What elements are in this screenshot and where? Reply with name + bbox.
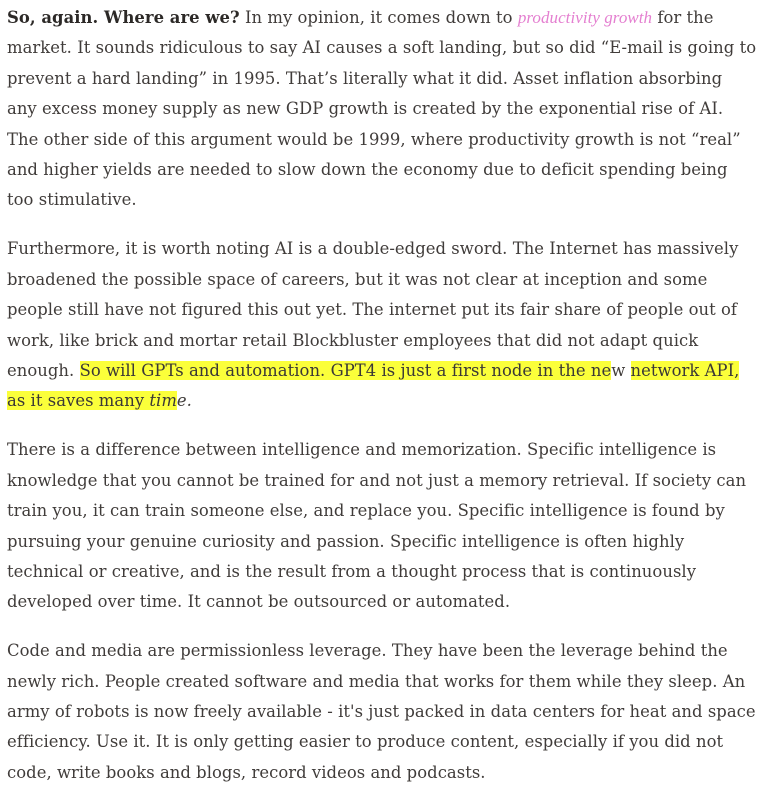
paragraph-intelligence: There is a difference between intelligence and memorization. Specific intelligence is knowledge that you cannot be trained for and not just a memory retrieval. If society can train you, it can train someone else, and replace you. Specific intelligence is found by pursuing your genuine curiosity and passion. Specific intelligence is often highly technical or creative, and is the result from a thought process that is continuously developed over time. It cannot be outsourced or automated.: [7, 440, 747, 612]
paragraph-text: In my opinion, it comes down to: [239, 8, 518, 27]
paragraph-double-edged: [7, 234, 757, 416]
highlighted-text: So will GPTs and automation. GPT4 is just a first node in the ne: [79, 360, 612, 380]
paragraph-text: w: [611, 360, 631, 380]
productivity-growth-link[interactable]: productivity growth: [517, 8, 653, 27]
highlighted-text: network API, as it saves many: [7, 360, 740, 411]
paragraph-lead: So, again. Where are we?: [7, 8, 240, 27]
highlighted-italic-text: tim: [149, 391, 177, 411]
paragraph-text: Furthermore, it is worth noting AI is a double-edged sword. The Internet has massively broadened the possible space of careers, but it was not clear at inception and some people still have not figured this out yet. The internet put its fair share of people out of work, like brick and mortar retail Blockbluster employees that did not adapt quick enough.: [7, 239, 739, 380]
italic-text: e.: [176, 391, 192, 411]
paragraph-leverage: Code and media are permissionless leverage. They have been the leverage behind the newly rich. People created software and media that works for them while they sleep. An army of robots is now freely available - it's just packed in data centers for heat and space efficiency. Use it. It is only getting easier to produce content, especially if you did not code, write books and blogs, record videos and podcasts.: [7, 641, 756, 782]
paragraph-text: for the market. It sounds ridiculous to say AI causes a soft landing, but so did “E-mail is going to prevent a hard landing” in 1995. That’s literally what it did. Asset inflation absorbing any excess money supply as new GDP growth is created by the exponential rise of AI. The other side of this argument would be 1999, where productivity growth is not “real” and higher yields are needed to slow down the economy due to deficit spending being too stimulative.: [7, 8, 757, 210]
paragraph-productivity: [7, 3, 757, 216]
